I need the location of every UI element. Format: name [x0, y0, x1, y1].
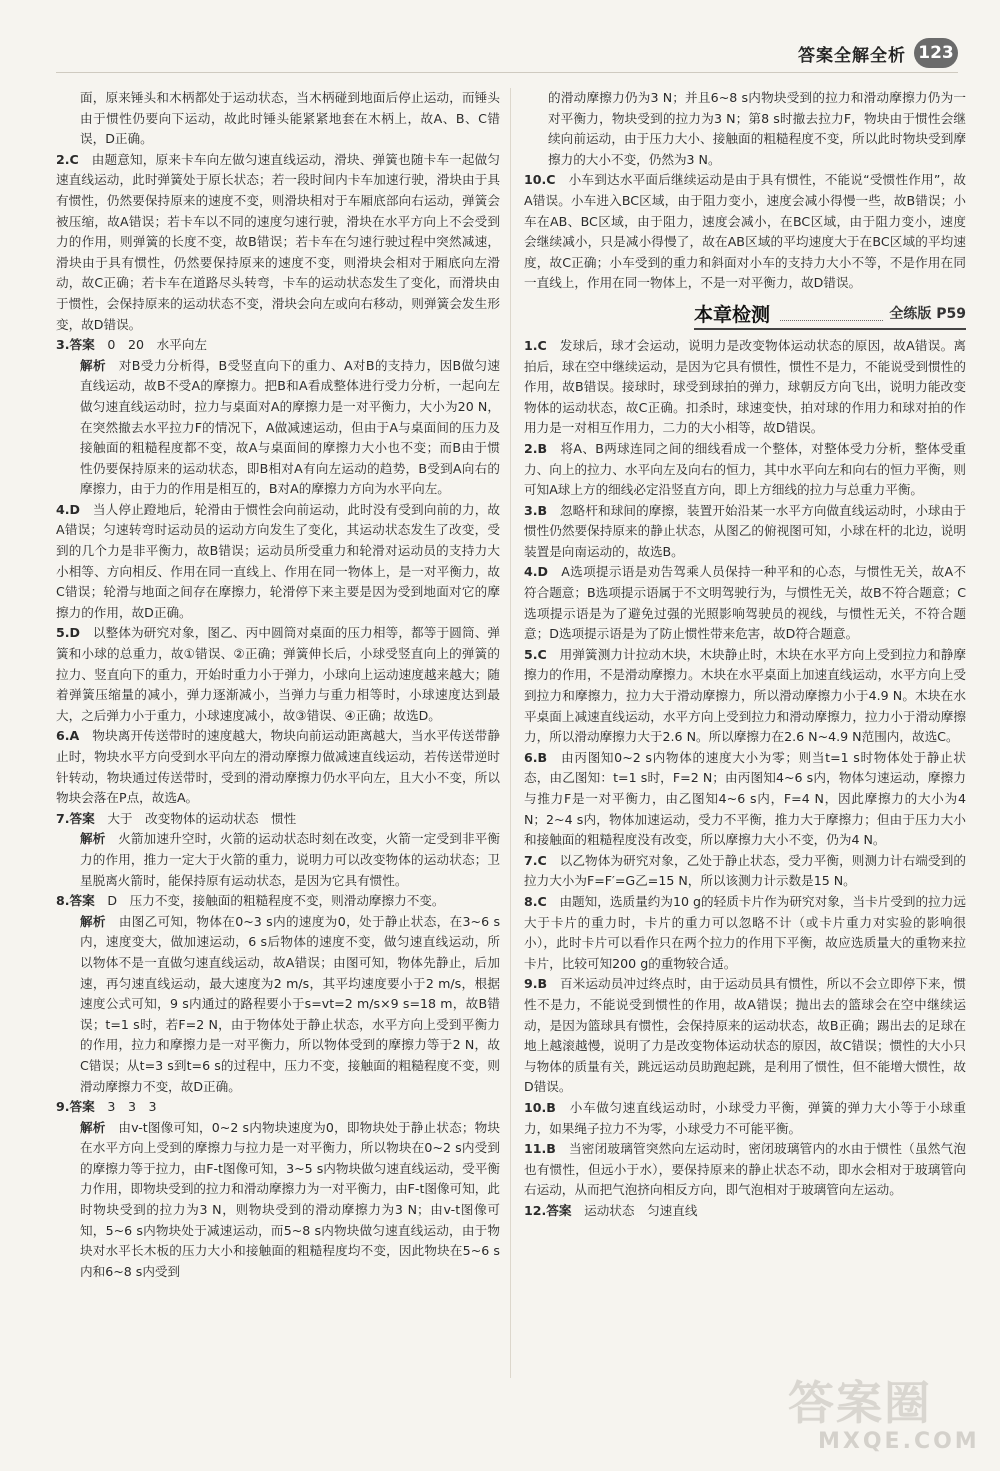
page-header [798, 38, 958, 68]
answer-item: 2.C 由题意知，原来卡车向左做匀速直线运动，滑块、弹簧也随卡车一起做匀速直线运动，此时弹簧处于原长状态；若一段时间内卡车加速行驶，滑块由于具有惯性，仍然要保持原来的速度不变，则滑块相对于车厢底部向右运动，弹簧会被压缩，故A错误；若卡车以不同的速度匀速行驶，滑块在水平方向上不会受到力的作用，则弹簧的长度不变，故B错误；若卡车在匀速行驶过程中突然减速，滑块由于具有惯性，仍然要保持原来的速度不变，则滑块会相对于厢底向左滑动，故C正确；若卡车在道路尽头转弯，卡车的运动状态发生了变化，而滑块由于惯性，会保持原来的运动状态不变，滑块会向左或向右移动，则弹簧会发生形变，故D错误。 [56, 151, 501, 332]
answer-item: 4.D 当人停止蹬地后，轮滑由于惯性会向前运动，此时没有受到向前的力，故A错误；匀速转弯时运动员的运动方向发生了变化，其运动状态发生了改变，受到的几个力是非平衡力，故B错误；运动员所受重力和轮滑对运动员的支持力大小相等、方向相反、作用在同一直线上、作用在同一物体上，是一对平衡力，故C错误；轮滑与地面之间存在摩擦力，轮滑停下来主要是因为受到地面对它的摩擦力的作用，故D正确。 [56, 501, 501, 620]
answer-item: 8.答案 D 压力不变，接触面的粗糙程度不变，则滑动摩擦力不变。 [56, 893, 445, 909]
answer-item: 5.C 用弹簧测力计拉动木块，木块静止时，木块在水平方向上受到拉力和静摩擦力的作用，不是滑动摩擦力。木块在水平桌面上加速直线运动，水平方向上受到拉力和摩擦力，拉力大于滑动摩擦力，所以滑动摩擦力小于4.9 N。木块在水平桌面上减速直线运动，水平方向上受到拉力和滑动摩擦力，拉力小于滑动摩擦力，所以滑动摩擦力大于2.6 N。所以摩擦力在2.6 N~4.9 N范围内，故选C。 [524, 646, 966, 745]
column-divider [510, 88, 511, 1378]
answer-item: 5.D 以整体为研究对象，图乙、丙中圆筒对桌面的压力相等，都等于圆筒、弹簧和小球的总重力，故①错误、②正确；弹簧伸长后，小球受竖直向上的弹簧的拉力、竖直向下的重力，开始时重力小于弹力，小球向上运动速度越来越大；随着弹簧压缩量的减小，弹力逐渐减小，当弹力与重力相等时，小球速度达到最大，之后弹力小于重力，小球速度减小，故③错误、④正确；故选D。 [56, 625, 501, 723]
answer-item: 3.B 忽略杆和球间的摩擦，装置开始沿某一水平方向做直线运动时，小球由于惯性仍然要保持原来的静止状态，从图乙的俯视图可知，小球在杆的北边，说明装置是向南运动的，故选B。 [524, 502, 967, 559]
answer-item: 12.答案 运动状态 匀速直线 [524, 1202, 698, 1218]
left-column [56, 88, 500, 1282]
answer-item: 3.答案 0 20 水平向左 [56, 337, 207, 353]
answer-item: 7.C 以乙物体为研究对象，乙处于静止状态，受力平衡，则测力计右端受到的拉力大小为F=F′=G乙=15 N，所以该测力计示数是15 N。 [524, 852, 966, 889]
answer-item: 11.B 当密闭玻璃管突然向左运动时，密闭玻璃管内的水由于惯性（虽然气泡也有惯性，但远小于水），要保持原来的静止状态不动，即水会相对于玻璃管向右运动，从而把气泡挤向相反方向，即气泡相对于玻璃管向左运动。 [524, 1141, 967, 1198]
answer-item: 1.C 发球后，球才会运动，说明力是改变物体运动状态的原因，故A错误。离拍后，球在空中继续运动，是因为它具有惯性，惯性不是力，不能说受到惯性的作用，故B错误。接球时，球受到球拍的弹力，球朝反方向飞出，说明力能改变物体的运动状态，故C正确。扣杀时，球速变快，拍对球的作用力和球对拍的作用力是一对相互作用力，二力的大小相等，故D错误。 [524, 337, 966, 436]
answer-item: 10.C 小车到达水平面后继续运动是由于具有惯性，不能说“受惯性作用”，故A错误。小车进入BC区域，由于阻力变小，速度会减小得慢一些，故B错误；小车在AB、BC区域，由于阻力，速度会减小，在BC区域，由于阻力变小，速度会继续减小，只是减小得慢了，故在AB区域的平均速度大于在BC区域的平均速度，故C正确；小车受到的重力和斜面对小车的支持力大小不等，不是作用在同一直线上，作用在同一物体上，不是一对平衡力，故D错误。 [524, 172, 967, 291]
continued-text: 的滑动摩擦力仍为3 N；并且6~8 s内物块受到的拉力和滑动摩擦力仍为一对平衡力，物块受到的拉力为3 N；第8 s时撤去拉力F，物块由于惯性会继续向前运动，由于压力大小、接触面的粗糙程度不变，所以此时物块受到摩擦力的大小不变，仍然为3 N。 [548, 90, 966, 167]
watermark [788, 1377, 978, 1457]
analysis-text: 解析 火箭加速升空时，火箭的运动状态时刻在改变，火箭一定受到非平衡力的作用，推力一定大于火箭的重力，说明力可以改变物体的运动状态；卫星脱离火箭时，能保持原有运动状态，是因为它具有惯性。 [80, 831, 501, 888]
right-column [524, 88, 966, 1221]
section-leader-dots [780, 320, 883, 321]
header-rule [56, 72, 958, 73]
analysis-text: 解析 由图乙可知，物体在0~3 s内的速度为0，处于静止状态，在3~6 s内，速度变大，做加速运动，6 s后物体的速度不变，做匀速直线运动，所以物体不是一直做匀速直线运动，故A错误；由图可知，物体先静止，后加速，再匀速直线运动，最大速度为2 m/s，其平均速度要小于2 m/s，根据速度公式可知，9 s内通过的路程要小于s=vt=2 m/s×9 s=18 m，故B错误；t=1 s时，若F=2 N，由于物体处于静止状态，水平方向上受到平衡力的作用，拉力和摩擦力是一对平衡力，所以物体受到的摩擦力等于2 N，故C错误；从t=3 s到t=6 s的过程中，压力不变，接触面的粗糙程度不变，则滑动摩擦力不变，故D正确。 [80, 913, 501, 1094]
answer-item: 8.C 由题知，选质量约为10 g的轻质卡片作为研究对象，当卡片受到的拉力远大于卡片的重力时，卡片的重力可以忽略不计（或卡片重力对实验的影响很小），此时卡片可以看作只在两个拉力的作用下平衡，故应选质量大的重物来拉卡片，比较可知200 g的重物较合适。 [524, 893, 966, 971]
watermark-url: MXQE.COM [818, 1429, 980, 1454]
answer-item: 10.B 小车做匀速直线运动时，小球受力平衡，弹簧的弹力大小等于小球重力，如果绳子拉力不为零，小球受力不可能平衡。 [524, 1099, 967, 1136]
section-header [694, 300, 966, 330]
answer-item: 9.B 百米运动员冲过终点时，由于运动员具有惯性，所以不会立即停下来，惯性不是力，不能说受到惯性的作用，故A错误；抛出去的篮球会在空中继续运动，是因为篮球具有惯性，会保持原来的运动状态，故B正确；踢出去的足球在地上越滚越慢，说明了力是改变物体运动状态的原因，故C错误；惯性的大小只与物体的质量有关，跳远运动员助跑起跳，是利用了惯性，但不能增大惯性，故D错误。 [524, 976, 967, 1095]
answer-item: 7.答案 大于 改变物体的运动状态 惯性 [56, 810, 297, 826]
answer-item: 6.A 物块离开传送带时的速度越大，物块向前运动距离越大，当水平传送带静止时，物块水平方向受到水平向左的滑动摩擦力做减速直线运动，若传送带逆时针转动，物块通过传送带时，受到的滑动摩擦力仍水平向左，且大小不变，所以物块会落在P点，故选A。 [56, 728, 501, 806]
continued-text: 面，原来锤头和木柄都处于运动状态，当木柄碰到地面后停止运动，而锤头由于惯性仍要向下运动，故此时锤头能紧紧地套在木柄上，故A、B、C错误，D正确。 [80, 90, 500, 147]
analysis-text: 解析 由v-t图像可知，0~2 s内物块速度为0，即物块处于静止状态；物块在水平方向上受到的摩擦力与拉力是一对平衡力，所以物块在0~2 s内受到的摩擦力等于拉力，由F-t图像可知，3~5 s内物块做匀速直线运动，受平衡力作用，即物块受到的拉力和滑动摩擦力为一对平衡力，由F-t图像可知，此时物块受到的拉力为3 N，则物块受到的滑动摩擦力为3 N；由v-t图像可知，5~6 s内物块处于减速运动，而5~8 s内物块做匀速直线运动，由于物块对水平长木板的压力大小和接触面的粗糙程度均不变，因此物块在5~6 s内和6~8 s内受到 [80, 1119, 501, 1279]
page-number: 123 [914, 38, 958, 68]
section-title: 本章检测 [694, 304, 771, 327]
header-title: 答案全解全析 [798, 45, 906, 66]
analysis-text: 解析 对B受力分析得，B受竖直向下的重力、A对B的支持力，因B做匀速直线运动，故B不受A的摩擦力。把B和A看成整体进行受力分析，一起向左做匀速直线运动时，拉力与桌面对A的摩擦力是一对平衡力，大小为20 N，在突然撤去水平拉力F的情况下，A做减速运动，但由于A与桌面间的压力及接触面的粗糙程度都不变，故A与桌面间的摩擦力大小也不变；而B由于惯性仍要保持原来的运动状态，即B相对A有向左运动的趋势，B受到A向右的摩擦力，由于力的作用是相互的，B对A的摩擦力方向为水平向左。 [80, 357, 500, 497]
answer-item: 9.答案 3 3 3 [56, 1099, 157, 1115]
answer-item: 2.B 将A、B两球连同之间的细线看成一个整体，对整体受力分析，整体受重力、向上的拉力、水平向左及向右的恒力，其中水平向左和向右的恒力平衡，则可知A球上方的细线必定沿竖直方向，即上方细线的拉力与总重力平衡。 [524, 440, 966, 498]
answer-item: 6.B 由丙图知0~2 s内物体的速度大小为零；则当t=1 s时物体处于静止状态，由乙图知：t=1 s时，F=2 N；由丙图知4~6 s内，物体匀速运动，摩擦力与推力F是一对平衡力，由乙图知4~6 s内，F=4 N，因此摩擦力的大小为4 N；2~4 s内，物体加速运动，受力不平衡，推力大于摩擦力；但由于压力大小和接触面的粗糙程度没有改变，所以摩擦力大小不变，仍为4 N。 [524, 749, 967, 848]
answer-item: 4.D A选项提示语是劝告驾乘人员保持一种平和的心态，与惯性无关，故A不符合题意；B选项提示语属于不文明驾驶行为，与惯性无关，故B不符合题意；C选项提示语是为了避免过强的光照影响驾驶员的视线，与惯性无关，不符合题意；D选项提示语是为了防止惯性带来危害，故D符合题意。 [524, 564, 967, 642]
section-reference: 全练版 P59 [889, 306, 966, 323]
watermark-logo: 答案圈 [788, 1376, 932, 1430]
